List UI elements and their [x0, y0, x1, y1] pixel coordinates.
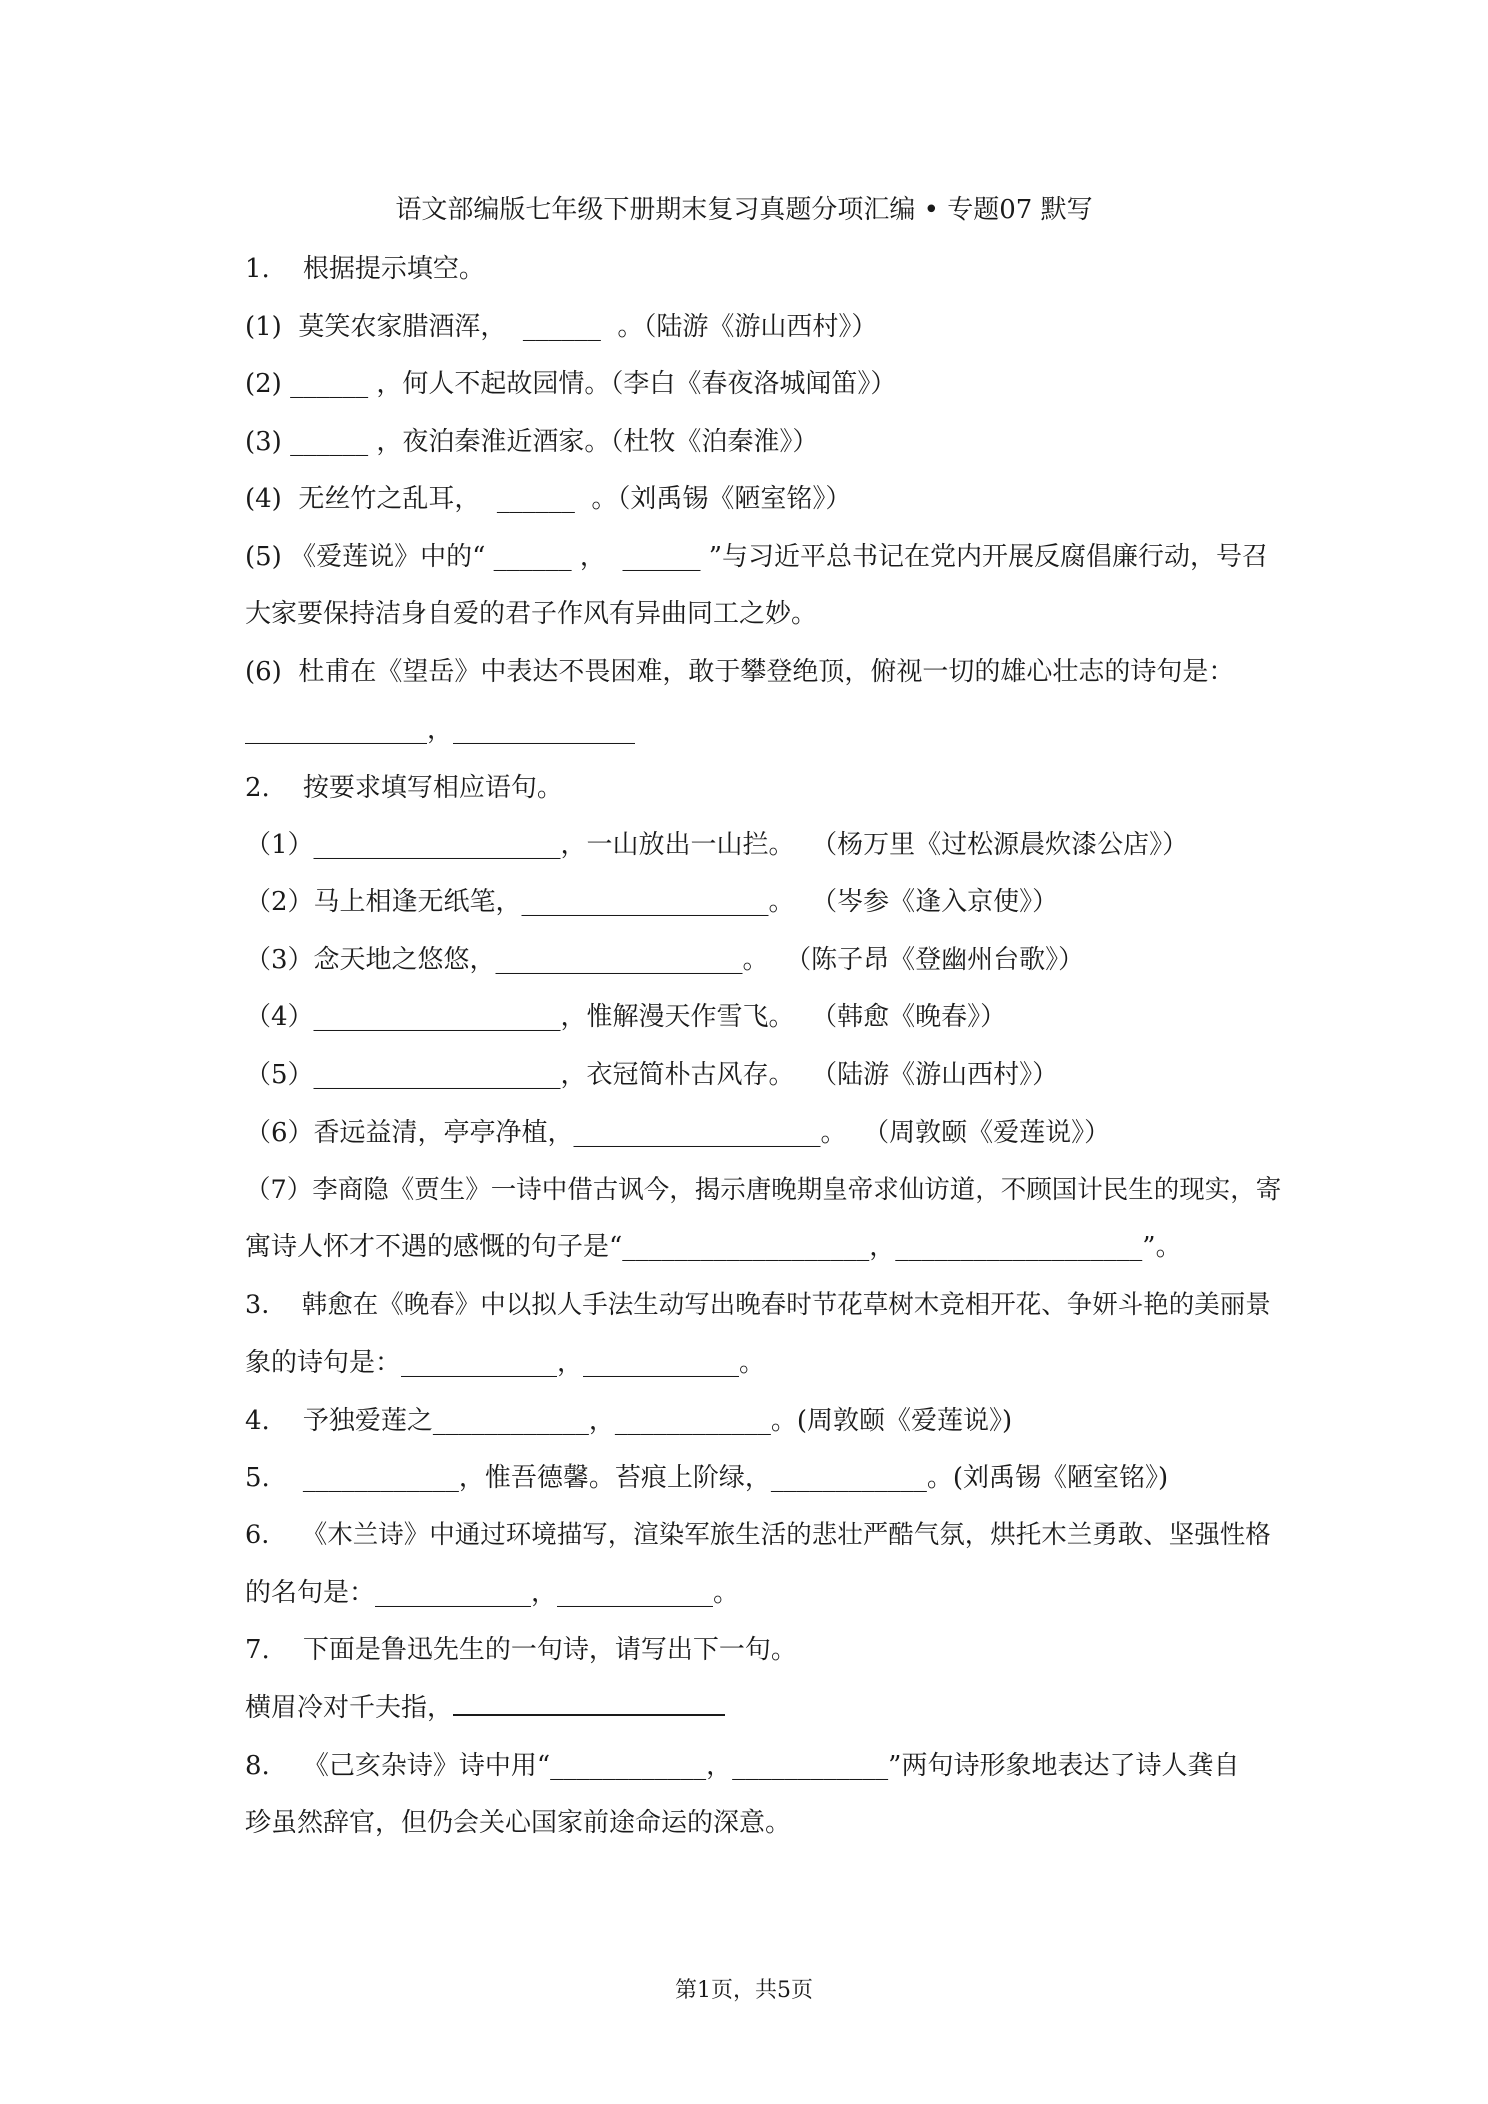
question-6-line-1: 6. 《木兰诗》中通过环境描写，渲染军旅生活的悲壮严酷气氛，烘托木兰勇敢、坚强性格 — [245, 1520, 1271, 1550]
question-1-item-6-line-1: (6) 杜甫在《望岳》中表达不畏困难，敢于攀登绝顶，俯视一切的雄心壮志的诗句是： — [245, 657, 1235, 687]
question-1-item-5-line-1: (5) 《爱莲说》中的“ ______ ， ______ ”与习近平总书记在党内开展反腐倡廉行动，号召 — [245, 542, 1269, 572]
question-2-item-7-line-1: （7）李商隐《贾生》一诗中借古讽今，揭示唐晚期皇帝求仙访道，不顾国计民生的现实，寄 — [245, 1175, 1282, 1205]
page-footer: 第1页，共5页 — [675, 1978, 813, 2003]
question-1-item-5-line-2: 大家要保持洁身自爱的君子作风有异曲同工之妙。 — [245, 599, 818, 629]
question-2-item-3: （3）念天地之悠悠，___________________。 （陈子昂《登幽州台歌》） — [245, 945, 1085, 975]
question-1-item-6-blanks: ______________，______________ — [245, 715, 636, 745]
question-1-item-4: (4) 无丝竹之乱耳， ______ 。（刘禹锡《陋室铭》） — [245, 484, 852, 514]
question-7-prompt-text: 横眉冷对千夫指， — [245, 1693, 454, 1723]
question-1-item-2: (2) ______ ，何人不起故园情。（李白《春夜洛城闻笛》） — [245, 369, 897, 399]
question-2-item-2: （2）马上相逢无纸笔，___________________。 （岑参《逢入京使》） — [245, 887, 1059, 917]
question-3-line-1: 3. 韩愈在《晚春》中以拟人手法生动写出晚春时节花草树木竞相开花、争妍斗艳的美丽景 — [245, 1290, 1271, 1320]
question-2-item-1: （1）___________________，一山放出一山拦。 （杨万里《过松源晨炊漆公店》） — [245, 830, 1189, 860]
question-8-line-1: 8. 《己亥杂诗》诗中用“____________，____________”两句诗形象地表达了诗人龚自 — [245, 1751, 1240, 1781]
document-title: 语文部编版七年级下册期末复习真题分项汇编 • 专题07 默写 — [395, 195, 1093, 225]
question-3-line-2: 象的诗句是：____________，____________。 — [245, 1348, 766, 1378]
question-5: 5. ____________，惟吾德馨。苔痕上阶绿，____________。(刘禹锡《陋室铭》) — [245, 1463, 1169, 1493]
question-2-item-7-line-2: 寓诗人怀才不遇的感慨的句子是“___________________，___________________”。 — [245, 1232, 1182, 1262]
question-2-item-4: （4）___________________，惟解漫天作雪飞。 （韩愈《晚春》） — [245, 1002, 1007, 1032]
question-6-line-2: 的名句是：____________，____________。 — [245, 1578, 740, 1608]
question-8-line-2: 珍虽然辞官，但仍会关心国家前途命运的深意。 — [245, 1808, 792, 1838]
question-4: 4. 予独爱莲之____________，____________。(周敦颐《爱莲说》) — [245, 1406, 1013, 1436]
question-1-item-3: (3) ______ ，夜泊秦淮近酒家。（杜牧《泊秦淮》） — [245, 427, 819, 457]
answer-blank — [453, 1694, 725, 1716]
question-2-item-5: （5）___________________，衣冠简朴古风存。 （陆游《游山西村》） — [245, 1060, 1059, 1090]
question-1-item-1: (1) 莫笑农家腊酒浑， ______ 。（陆游《游山西村》） — [245, 312, 878, 342]
question-7-heading: 7. 下面是鲁迅先生的一句诗，请写出下一句。 — [245, 1635, 797, 1665]
question-2-heading: 2. 按要求填写相应语句。 — [245, 773, 563, 803]
question-7-prompt — [245, 1691, 725, 1725]
question-1-heading: 1. 根据提示填空。 — [245, 254, 485, 284]
question-2-item-6: （6）香远益清，亭亭净植，___________________。 （周敦颐《爱莲说》） — [245, 1118, 1111, 1148]
